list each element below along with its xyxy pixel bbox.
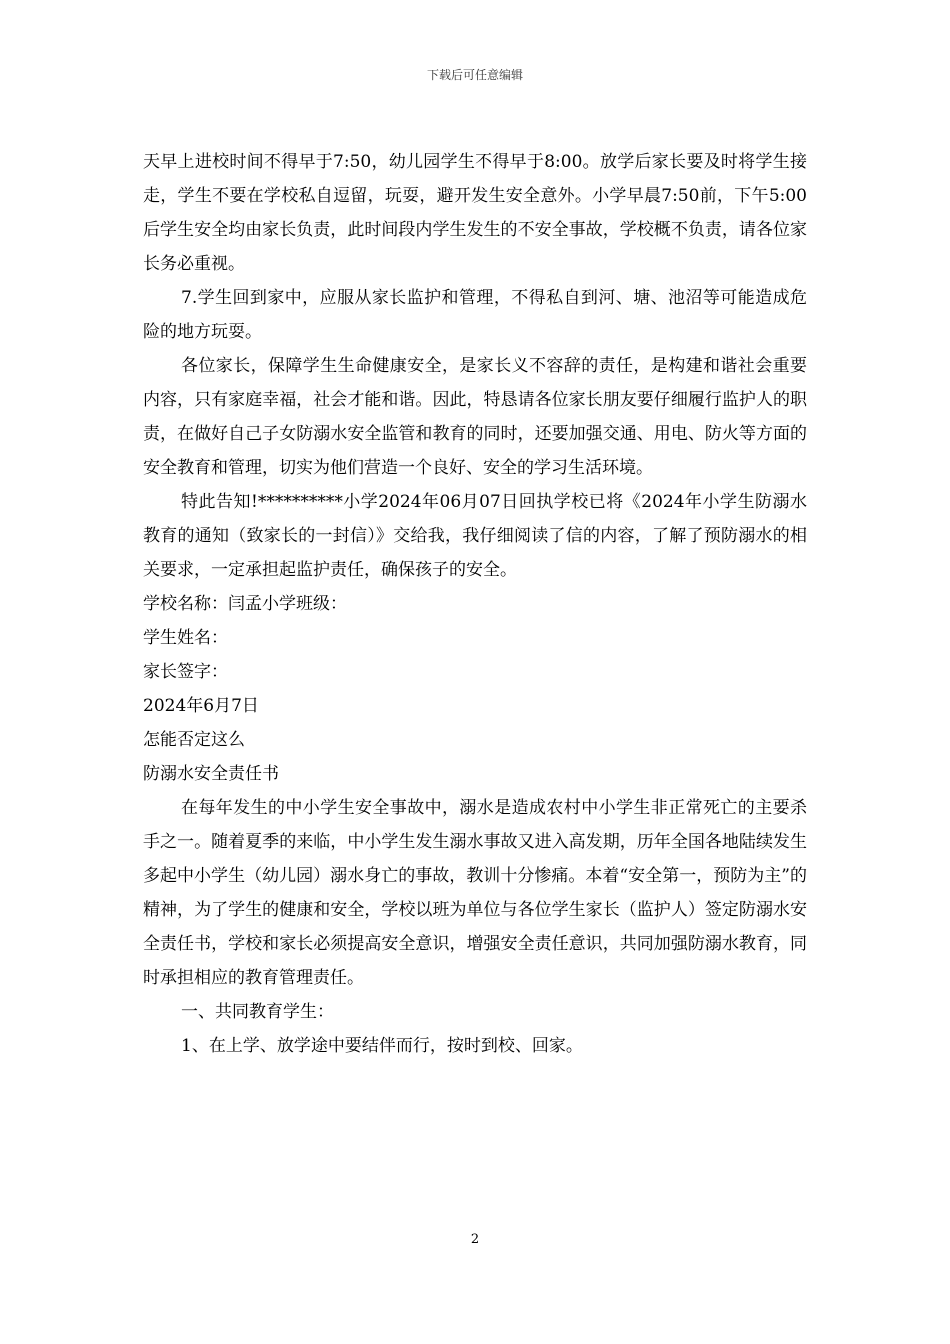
page-number: 2 bbox=[470, 1232, 480, 1247]
date-line: 2024年6月7日 bbox=[143, 696, 259, 716]
paragraph-parents-responsibility: 各位家长，保障学生生命健康安全，是家长义不容辞的责任，是构建和谐社会重要内容，只有家庭幸福，社会才能和谐。因此，特恳请各位家长朋友要仔细履行监护人的职责，在做好自己子女防溺水安全监管和教育的同时，还要加强交通、用电、防火等方面的安全教育和管理，切实为他们营造一个良好、安全的学习生活环境。 bbox=[143, 356, 807, 478]
parent-signature-line: 家长签字： bbox=[143, 662, 228, 682]
student-name-line: 学生姓名： bbox=[143, 628, 228, 648]
page-header: 下载后可任意编辑 bbox=[426, 68, 523, 82]
school-name-line: 学校名称：闫孟小学班级： bbox=[143, 594, 347, 614]
document-body bbox=[143, 145, 807, 1063]
paragraph-drowning-intro: 在每年发生的中小学生安全事故中，溺水是造成农村中小学生非正常死亡的主要杀手之一。随着夏季的来临，中小学生发生溺水事故又进入高发期，历年全国各地陆续发生多起中小学生（幼儿园）溺水身亡的事故，教训十分惨痛。本着“安全第一，预防为主”的精神，为了学生的健康和安全，学校以班为单位与各位学生家长（监护人）签定防溺水安全责任书，学校和家长必须提高安全意识，增强安全责任意识，共同加强防溺水教育，同时承担相应的教育管理责任。 bbox=[143, 798, 807, 988]
section-title: 防溺水安全责任书 bbox=[143, 764, 279, 784]
list-item-1: 1、在上学、放学途中要结伴而行，按时到校、回家。 bbox=[181, 1036, 583, 1056]
paragraph-rule-7: 7.学生回到家中，应服从家长监护和管理，不得私自到河、塘、池沼等可能造成危险的地方玩耍。 bbox=[143, 288, 807, 342]
paragraph-receipt: 特此告知!**********小学2024年06月07日回执学校已将《2024年小学生防溺水教育的通知（致家长的一封信）》交给我，我仔细阅读了信的内容，了解了预防溺水的相关要求，一定承担起监护责任，确保孩子的安全。 bbox=[143, 492, 807, 580]
paragraph-school-hours: 天早上进校时间不得早于7:50，幼儿园学生不得早于8:00。放学后家长要及时将学生接走，学生不要在学校私自逗留，玩耍，避开发生安全意外。小学早晨7:50前，下午5:00后学生安全均由家长负责，此时间段内学生发生的不安全事故，学校概不负责，请各位家长务必重视。 bbox=[143, 152, 807, 274]
stray-text-line: 怎能否定这么 bbox=[143, 730, 245, 750]
heading-educate-students: 一、共同教育学生： bbox=[181, 1002, 334, 1022]
